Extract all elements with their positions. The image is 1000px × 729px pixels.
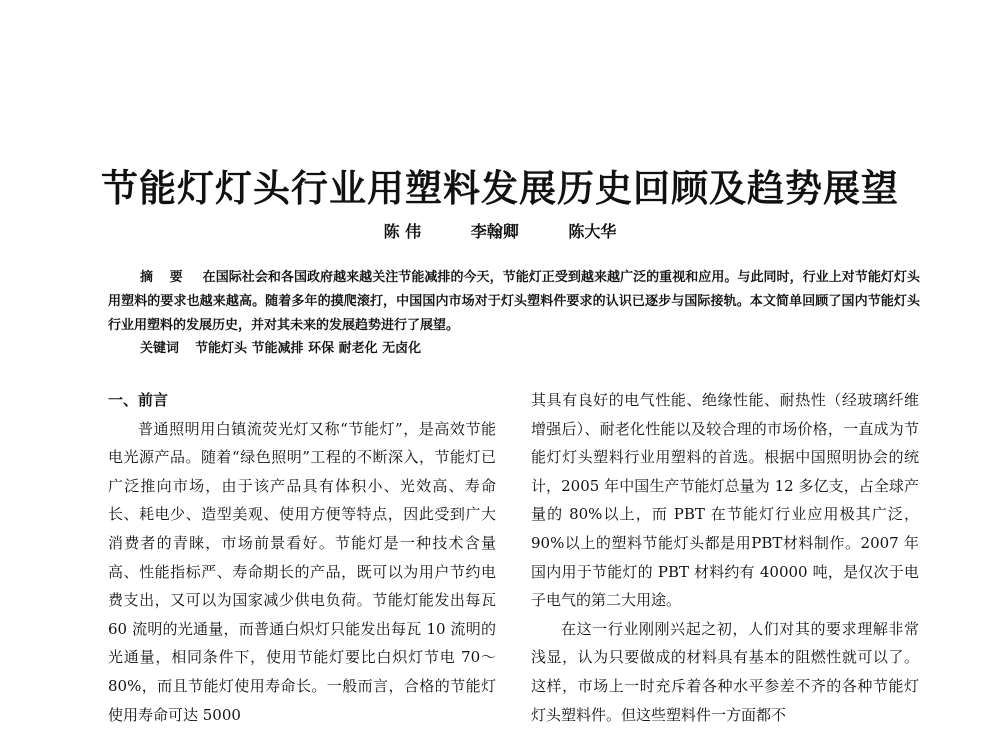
author-list [0,219,1000,242]
body-paragraph: 普通照明用白镇流荧光灯又称“节能灯”，是高效节能电光源产品。随着“绿色照明”工程的不断深入，节能灯已广泛推向市场，由于该产品具有体积小、光效高、寿命长、耗电少、造型美观、使用方便等特点，因此受到广大消费者的青睐，市场前景看好。节能灯是一种技术含量高、性能指标严、寿命期长的产品，既可以为用户节约电费支出，又可以为国家减少供电负荷。节能灯能发出每瓦 60 流明的光通量，而普通白炽灯只能发出每瓦 10 流明的光通量，相同条件下，使用节能灯要比白炽灯节电 70～80%，而且节能灯使用寿命长。一般而言，合格的节能灯使用寿命可达 5000 [108,419,496,724]
body-paragraph: 在这一行业刚刚兴起之初，人们对其的要求理解非常浅显，认为只要做成的材料具有基本的阻燃性就可以了。这样，市场上一时充斥着各种水平参差不齐的各种节能灯灯头塑料件。但这些塑料件一方面都不 [531,619,919,724]
keywords [140,337,421,356]
author-name: 李翰卿 [470,222,519,241]
author-name: 陈 伟 [383,222,422,241]
right-column [531,386,919,729]
body-paragraph-continued: 其具有良好的电气性能、绝缘性能、耐热性（经玻璃纤维增强后）、耐老化性能以及较合理的市场价格，一直成为节能灯灯头塑料行业用塑料的首选。根据中国照明协会的统计，2005 年中国生产节能灯总量为 12 多亿支，占全球产量的 80%以上，而 PBT 在节能灯行业应用极其广泛，90%以上的塑料节能灯头都是用PBT材料制作。2007 年国内用于节能灯的 PBT 材料约有 40000 吨，是仅次于电子电气的第二大用途。 [531,391,919,610]
paper-title: 节能灯灯头行业用塑料发展历史回顾及趋势展望 [101,167,899,210]
abstract-text: 在国际社会和各国政府越来越关注节能减排的今天，节能灯正受到越来越广泛的重视和应用。与此同时，行业上对节能灯灯头用塑料的要求也越来越高。随着多年的摸爬滚打，中国国内市场对于灯头塑料件要求的认识已逐步与国际接轨。本文简单回顾了国内节能灯头行业用塑料的发展历史，并对其未来的发展趋势进行了展望。 [108,270,920,333]
left-column [108,386,496,729]
keywords-label: 关键词 [140,341,180,356]
abstract-label: 摘 要 [140,270,189,285]
abstract [108,266,920,338]
section-heading: 一、前言 [108,391,169,409]
keywords-text: 节能灯头 节能减排 环保 耐老化 无卤化 [195,341,422,356]
author-name: 陈大华 [568,222,617,241]
